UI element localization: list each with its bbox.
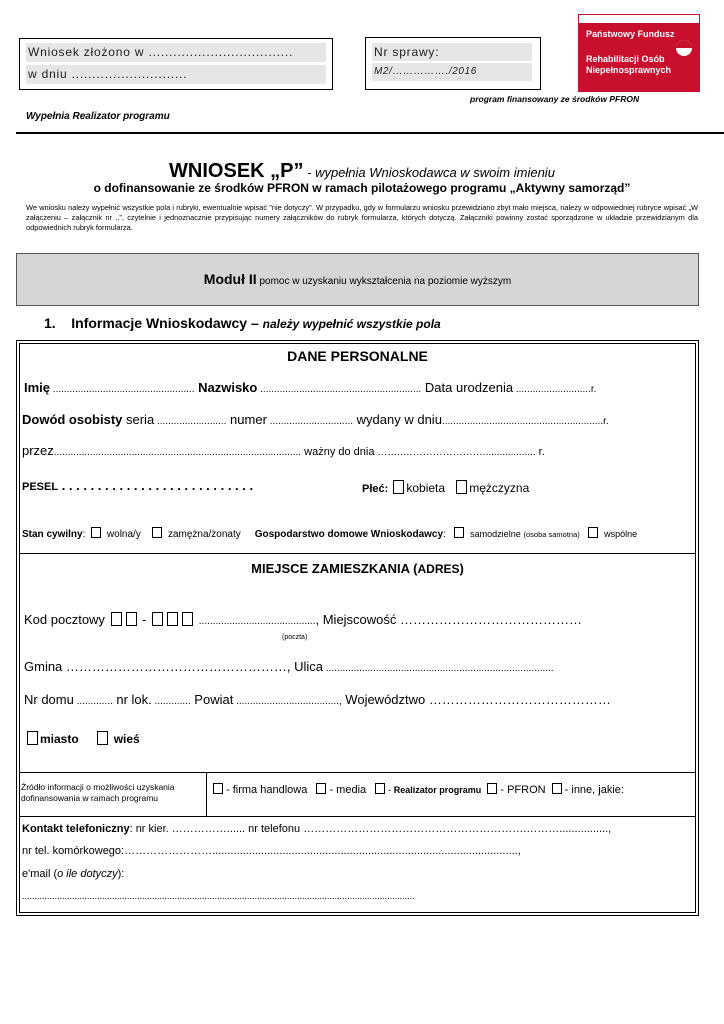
address-heading <box>19 561 696 576</box>
household-single-label: samodzielne <box>470 529 521 539</box>
submission-box <box>19 38 333 90</box>
post-office-note: (poczta) <box>282 634 308 641</box>
source-company-label: - firma handlowa <box>226 784 308 796</box>
source-separator-top <box>19 772 696 773</box>
male-label: mężczyzna <box>469 481 530 495</box>
city-field[interactable]: …………………………………… <box>396 612 583 627</box>
source-realizator-dash: - <box>388 785 394 795</box>
male-checkbox[interactable] <box>456 480 467 494</box>
city-type-label: miasto <box>40 732 79 746</box>
address-heading-small: ADRES <box>417 562 460 576</box>
phone-row <box>22 823 611 835</box>
postal-code-label: Kod pocztowy <box>24 612 105 627</box>
postal-digit-2[interactable] <box>126 612 137 626</box>
issued-by-label: przez <box>22 443 54 458</box>
house-row <box>24 692 611 707</box>
source-label: Źródło informacji o możliwości uzyskania dofinansowania w ramach programu <box>21 782 175 803</box>
postal-digit-4[interactable] <box>167 612 178 626</box>
module-description: pomoc w uzyskaniu wykształcenia na poziomie wyższym <box>256 276 512 287</box>
commune-row <box>24 659 554 674</box>
form-title-sub: wypełnia Wnioskodawca w swoim imieniu <box>315 165 555 180</box>
module-label: Moduł II <box>203 271 257 287</box>
logo-top-bar <box>578 14 700 24</box>
voivodeship-label: Województwo <box>341 692 426 707</box>
id-number-label: numer <box>226 412 267 427</box>
email-field[interactable]: ............................................................................................................................................................. <box>22 891 415 901</box>
section-1-note: należy wypełnić wszystkie pola <box>262 317 441 331</box>
form-title-main: WNIOSEK „P” <box>169 160 304 182</box>
address-separator <box>19 553 696 554</box>
commune-label: Gmina <box>24 659 63 674</box>
married-checkbox[interactable] <box>152 527 162 538</box>
email-label-start: e'mail ( <box>22 868 58 880</box>
household-colon: : <box>443 529 446 540</box>
section-1-heading <box>44 315 441 331</box>
pesel-field[interactable]: . . . . . . . . . . . . . . . . . . . . . . . . . . . <box>58 478 254 493</box>
email-row <box>22 868 124 880</box>
county-field[interactable]: ....................................., <box>233 696 342 707</box>
issued-by-row <box>22 443 545 458</box>
single-checkbox[interactable] <box>91 527 101 538</box>
household-shared-label: wspólne <box>604 529 638 539</box>
single-label: wolna/y <box>106 529 141 540</box>
flat-number-label: nr lok. <box>112 692 152 707</box>
voivodeship-field[interactable]: …………………………………… <box>425 692 611 707</box>
valid-until-label: ważny do dnia <box>301 446 375 458</box>
postal-digit-3[interactable] <box>152 612 163 626</box>
section-1-number: 1. <box>44 315 56 331</box>
household-shared-checkbox[interactable] <box>588 527 598 538</box>
id-card-label: Dowód osobisty <box>22 412 123 427</box>
household-single-checkbox[interactable] <box>454 527 464 538</box>
postal-digit-1[interactable] <box>111 612 122 626</box>
female-checkbox[interactable] <box>393 480 404 494</box>
id-number-field[interactable]: .............................. <box>266 416 354 427</box>
locality-type-row <box>25 731 140 746</box>
source-options-row <box>210 783 624 796</box>
household-single-note: (osoba samotna) <box>523 530 580 539</box>
form-title-dash: - <box>303 165 316 180</box>
birth-date-label: Data urodzenia <box>421 380 514 395</box>
personal-data-heading: DANE PERSONALNE <box>287 348 428 364</box>
flat-number-field[interactable]: ............. <box>151 696 191 707</box>
id-series-label: seria <box>122 412 155 427</box>
county-label: Powiat <box>190 692 234 707</box>
post-office-field[interactable]: .......................................... <box>198 616 316 627</box>
form-title <box>0 160 724 183</box>
household-label: Gospodarstwo domowe Wnioskodawcy <box>254 529 444 540</box>
phone-field[interactable]: : nr kier. ……………...... nr telefonu …………………………………………………….………................, <box>129 823 612 835</box>
valid-until-suffix: r. <box>535 446 545 458</box>
submitted-line-2: w dniu ............................ <box>26 65 326 84</box>
address-heading-close: ) <box>459 561 464 576</box>
case-number-box <box>365 37 541 90</box>
pfron-logo <box>578 14 700 92</box>
source-realizator-checkbox[interactable] <box>375 783 385 794</box>
village-checkbox[interactable] <box>97 731 108 745</box>
first-name-label: Imię <box>24 380 51 395</box>
first-name-field[interactable]: ................................................... <box>50 384 195 395</box>
source-pfron-label: - PFRON <box>500 784 546 796</box>
city-label: Miejscowość <box>319 612 397 627</box>
birth-date-field[interactable]: ...........................r. <box>513 384 597 395</box>
source-realizator-label: Realizator programu <box>393 785 482 795</box>
email-label-end: ): <box>117 868 125 880</box>
name-row <box>24 380 596 395</box>
marital-status-colon: : <box>82 529 86 540</box>
marital-status-row <box>22 527 637 540</box>
postal-digit-5[interactable] <box>182 612 193 626</box>
source-column-divider <box>206 773 207 816</box>
postal-dash: - <box>142 612 147 627</box>
address-heading-main: MIEJSCE ZAMIESZKANIA ( <box>251 561 418 576</box>
marital-status-label: Stan cywilny <box>22 529 83 540</box>
logo-line-2: Rehabilitacji Osób Niepełnosprawnych <box>586 54 672 75</box>
email-field-row <box>22 891 415 901</box>
source-company-checkbox[interactable] <box>213 783 223 794</box>
source-media-label: - media <box>329 784 367 796</box>
source-other-checkbox[interactable] <box>552 783 562 794</box>
logo-line-1: Państwowy Fundusz <box>586 29 675 39</box>
issued-by-field[interactable]: ......................................................................................... <box>53 447 302 458</box>
pesel-row <box>22 478 253 493</box>
issued-on-field[interactable]: ..........................................................r. <box>441 416 609 427</box>
funding-note: program finansowany ze środków PFRON <box>470 94 640 104</box>
postal-row <box>24 612 582 627</box>
village-type-label: wieś <box>113 732 140 746</box>
pesel-label: PESEL <box>22 481 59 493</box>
commune-field[interactable]: ……………………………………………, <box>62 659 291 674</box>
instructions: We wniosku należy wypełnić wszystkie pola i rubryki, ewentualnie wpisać "nie dotyczy". W przypadku, gdy w formularzu wniosku przewidziano zbyt mało miejsca, należy w odpowiedniej rubryce wpisać „W załączeniu – załącznik nr ..”, czytelnie i jednoznacznie przypisując numery załączników do rubryk formularza, których dotyczą. Załączniki powinny zostać sporządzone w układzie przewidzianym dla odpowiednich rubryk formularza. <box>26 203 698 232</box>
married-label: zamężna/żonaty <box>167 529 241 540</box>
city-checkbox[interactable] <box>27 731 38 745</box>
sex-label: Płeć: <box>362 483 389 495</box>
house-number-label: Nr domu <box>24 692 74 707</box>
house-number-field[interactable]: ............. <box>73 696 113 707</box>
email-label-note: o ile dotyczy <box>57 868 118 880</box>
module-box <box>16 253 699 306</box>
form-subtitle: o dofinansowanie ze środków PFRON w ramach pilotażowego programu „Aktywny samorząd” <box>93 181 631 195</box>
last-name-label: Nazwisko <box>194 380 258 395</box>
sex-row <box>362 480 529 495</box>
last-name-field[interactable]: .......................................................... <box>257 384 422 395</box>
issued-on-label: wydany w dniu <box>353 412 442 427</box>
source-media-checkbox[interactable] <box>316 783 326 794</box>
street-label: Ulica <box>290 659 324 674</box>
street-field[interactable]: .................................................................................. <box>323 663 554 674</box>
source-other-label: - inne, jakie: <box>564 784 624 796</box>
submitted-line-1: Wniosek złożono w ................................... <box>26 43 326 62</box>
realizator-note: Wypełnia Realizator programu <box>26 111 170 122</box>
mobile-row <box>22 845 521 857</box>
case-number-value: M2/……………./2016 <box>372 63 532 81</box>
post-office-comma: , <box>315 612 320 627</box>
id-card-row <box>22 412 609 427</box>
source-pfron-checkbox[interactable] <box>487 783 497 794</box>
source-separator-bottom <box>19 816 696 817</box>
case-number-label: Nr sprawy: <box>372 43 532 61</box>
mobile-field[interactable]: nr tel. komórkowego:……………………...................................................................................................., <box>22 845 521 857</box>
female-label: kobieta <box>406 481 446 495</box>
section-1-title: Informacje Wnioskodawcy – <box>71 315 263 331</box>
valid-until-field[interactable]: ……..……………………................... <box>374 447 536 458</box>
phone-label: Kontakt telefoniczny <box>22 823 130 835</box>
header-divider <box>16 132 724 134</box>
id-series-field[interactable]: ......................... <box>154 416 227 427</box>
